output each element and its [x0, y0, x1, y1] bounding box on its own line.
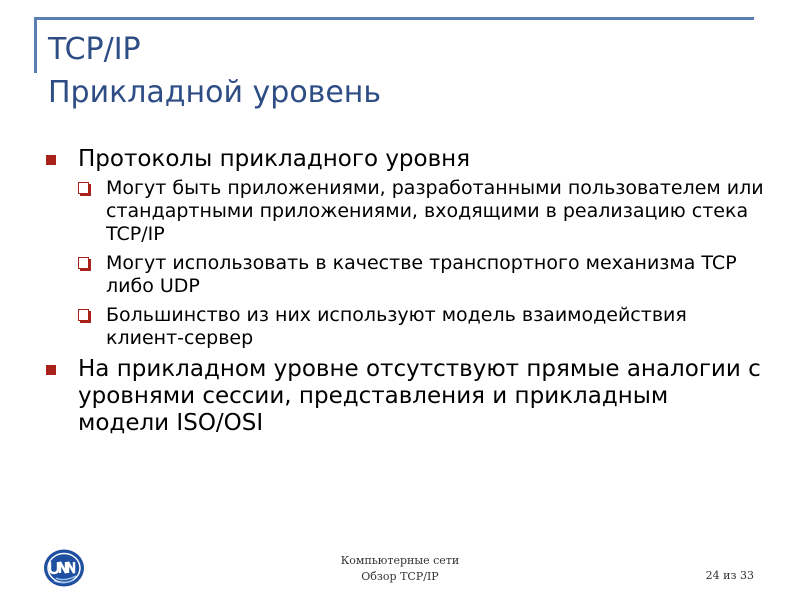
sub-bullet-item	[78, 177, 764, 246]
bullet-text: На прикладном уровне отсутствуют прямые аналогии с уровнями сессии, представления и прикладным модели ISO/OSI	[78, 356, 761, 436]
sub-bullet-text: Могут использовать в качестве транспортного механизма TCP либо UDP	[106, 252, 737, 297]
bullet-text: Протоколы прикладного уровня	[78, 146, 471, 172]
sub-bullet-list	[44, 177, 764, 350]
footer-course: Компьютерные сети	[340, 554, 460, 567]
page-number: 24 из 33	[705, 569, 754, 582]
sub-bullet-text: Могут быть приложениями, разработанными пользователем или стандартными приложениями, входящими в реализацию стека TCP/IP	[106, 177, 764, 245]
footer-caption	[300, 553, 500, 585]
university-logo-icon	[42, 548, 86, 588]
slide-title-line-2: Прикладной уровень	[48, 75, 382, 110]
title-frame-left-line	[34, 17, 37, 73]
sub-bullet-text: Большинство из них используют модель взаимодействия клиент-сервер	[106, 304, 687, 349]
sub-bullet-item	[78, 304, 764, 350]
sub-bullet-item	[78, 252, 764, 298]
footer-topic: Обзор TCP/IP	[361, 570, 439, 583]
box-bullet-icon	[78, 309, 89, 321]
box-bullet-icon	[78, 182, 89, 194]
slide-body	[44, 146, 764, 437]
slide-title	[48, 28, 381, 114]
bullet-item	[44, 356, 764, 437]
square-bullet-icon	[46, 365, 56, 375]
box-bullet-icon	[78, 257, 89, 269]
slide-title-line-1: TCP/IP	[48, 32, 141, 67]
bullet-item	[44, 146, 764, 173]
square-bullet-icon	[46, 155, 56, 165]
title-frame-top-line	[34, 17, 754, 20]
